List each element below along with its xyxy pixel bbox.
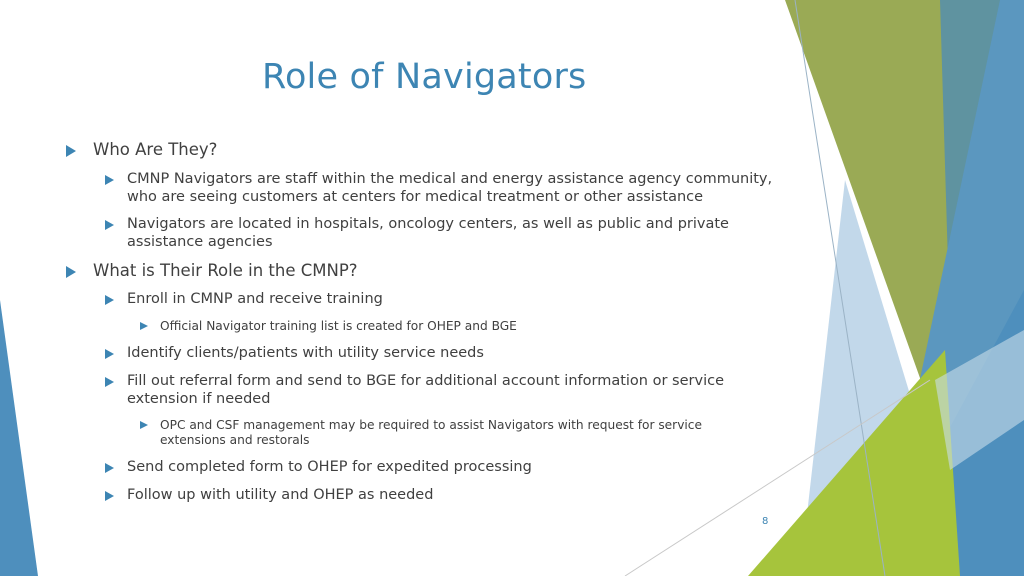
- bullet-text: Identify clients/patients with utility service needs: [127, 345, 484, 361]
- bullet-arrow-icon: [105, 377, 114, 387]
- bullet-arrow-icon: [140, 421, 148, 429]
- bullet-text: OPC and CSF management may be required to assist Navigators with request for service extensions and restorals: [160, 418, 702, 447]
- bullet-text: CMNP Navigators are staff within the medical and energy assistance agency community, who are seeing customers at centers for medical treatment or other assistance: [127, 171, 773, 205]
- bullet-text: Navigators are located in hospitals, oncology centers, as well as public and private assistance agencies: [127, 216, 729, 250]
- bullet-text: Official Navigator training list is created for OHEP and BGE: [160, 319, 517, 333]
- left-accent-shape: [0, 300, 38, 576]
- bullet-arrow-icon: [105, 349, 114, 359]
- bullet-arrow-icon: [105, 175, 114, 185]
- bullet-text: Fill out referral form and send to BGE for additional account information or service extension if needed: [127, 373, 724, 407]
- bullet-arrow-icon: [66, 266, 76, 278]
- bullet-arrow-icon: [105, 295, 114, 305]
- bullet-arrow-icon: [105, 491, 114, 501]
- bullet-text: Enroll in CMNP and receive training: [127, 291, 383, 307]
- bullet-arrow-icon: [140, 322, 148, 330]
- slide-number: 8: [762, 516, 769, 527]
- bullet-arrow-icon: [66, 145, 76, 157]
- slide-title: Role of Navigators: [262, 57, 587, 97]
- bullet-arrow-icon: [105, 220, 114, 230]
- bullet-text: What is Their Role in the CMNP?: [93, 261, 358, 280]
- bullet-text: Follow up with utility and OHEP as needed: [127, 487, 434, 503]
- bullet-text: Send completed form to OHEP for expedited processing: [127, 459, 532, 475]
- bullet-text: Who Are They?: [93, 140, 218, 159]
- bullet-arrow-icon: [105, 463, 114, 473]
